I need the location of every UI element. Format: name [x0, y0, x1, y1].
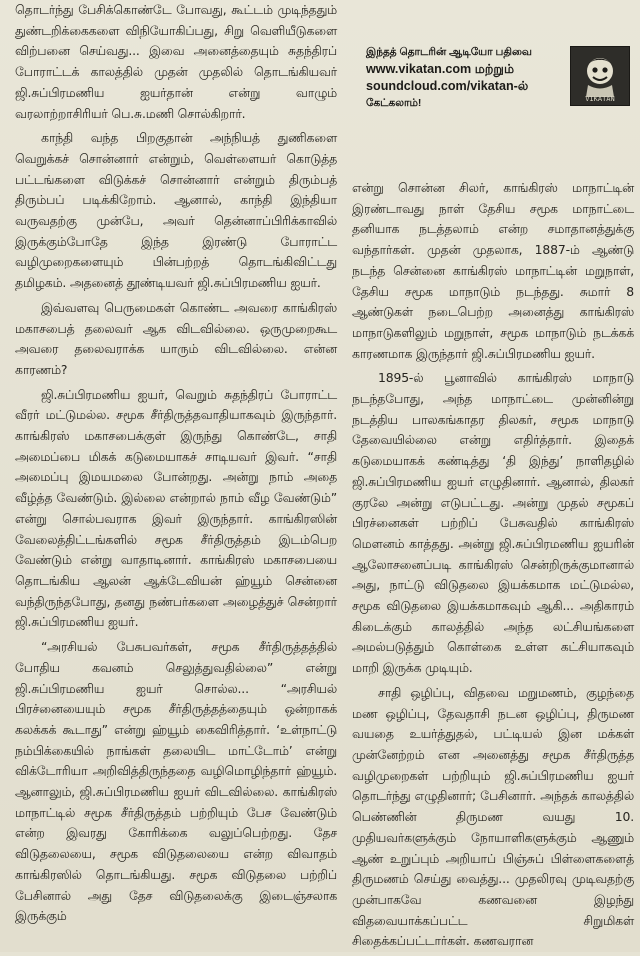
promo-line: இந்தத் தொடரின் ஆடியோ பதிவை — [366, 46, 532, 58]
paragraph: 1895-ல் பூனாவில் காங்கிரஸ் மாநாடு நடந்தபோது, அந்த மாநாட்டை முன்னின்று நடத்திய பாலகங்காதர திலகர், சமூக மாநாடு தேவையில்லை என்று எதிர்த்தார். இதைக் கடுமையாகக் கண்டித்து ‘தி இந்து’ நாளிதழில் ஜி.சுப்பிரமணிய ஐயர் எழுதினார். ஆனால், திலகர் குரலே அன்று எடுபட்டது. அன்று முதல் சமூகப் பிரச்னைகள் பற்றிப் பேசுவதில் காங்கிரஸ் மௌனம் காத்தது. அன்று ஜி.சுப்பிரமணிய ஐயரின் ஆலோசனைப்படி காங்கிரஸ் சென்றிருக்குமானால் அது, நாட்டு விடுதலை இயக்கமாக மட்டுமல்ல, சமூக விடுதலை இயக்கமாகவும் ஆகி... அதிகாரம் கிடைக்கும் காலத்தில் அந்த லட்சியங்களை அமல்படுத்தும் கொள்கை உள்ள கட்சியாகவும் மாறி இருக்க முடியும். — [352, 370, 634, 676]
promo-line: கேட்கலாம்! — [366, 97, 422, 109]
vikatan-mascot-logo — [570, 46, 630, 106]
paragraph: என்று சொன்ன சிலர், காங்கிரஸ் மாநாட்டின் இரண்டாவது நாள் தேசிய சமூக மாநாட்டை தனியாக நடத்தலாம் என்ற சமாதானத்துக்கு வந்தார்கள். முதன் முதலாக, 1887-ம் ஆண்டு நடந்த சென்னை காங்கிரஸ் மாநாட்டின் மறுநாள், தேசிய சமூக மாநாடும் நடந்தது. சுமார் 8 ஆண்டுகள் நடைபெற்ற அனைத்து காங்கிரஸ் மாநாடுகளிலும் மறுநாள், சமூக மாநாடும் நடக்கக் காரணமாக இருந்தார் ஜி.சுப்பிரமணிய ஐயர். — [352, 180, 634, 361]
audio-promo-box — [352, 44, 634, 136]
paragraph: தொடர்ந்து பேசிக்கொண்டே போவது, கூட்டம் முடிந்ததும் துண்டறிக்கைகளை விநியோகிப்பது, சிறு வெளியீடுகளை விற்பனை செய்வது... இவை அனைத்தையும் சுதந்திரப் போராட்டக் காலத்தில் முதன் முதலில் தொடங்கியவர் ஜி.சுப்பிரமணிய ஐயர்தான் என்று வாழும் வரலாற்றாசிரியர் பெ.சு.மணி சொல்கிறார். — [15, 2, 337, 121]
promo-website-link[interactable]: www.vikatan.com மற்றும் — [366, 62, 515, 76]
audio-promo-text — [366, 44, 566, 112]
article-right-column — [352, 178, 634, 956]
paragraph: காந்தி வந்த பிறகுதான் அந்நியத் துணிகளை வெறுக்கச் சொன்னார் என்றும், வெள்ளையர் கொடுத்த பட்டங்களை விடுக்கச் சொன்னார் என்றும் திரும்பத் திரும்பப் படிக்கிறோம். ஆனால், காந்தி இந்தியா வருவதற்கு முன்பே, அவர் தென்னாப்பிரிக்காவில் இருக்கும்போதே இந்த இரண்டு போராட்ட வழிமுறைகளையும் பின்பற்றத் தொடங்கிவிட்டது தமிழகம். அதனைத் தூண்டியவர் ஜி.சுப்பிரமணிய ஐயர். — [15, 130, 337, 291]
paragraph: ஜி.சுப்பிரமணிய ஐயர், வெறும் சுதந்திரப் போராட்ட வீரர் மட்டுமல்ல. சமூக சீர்திருத்தவாதியாகவும் இருந்தார். காங்கிரஸ் மகாசபைக்குள் இருந்து கொண்டே, சாதி அமைப்பை மிகக் கடுமையாகச் சாடியவர் இவர். “சாதி அமைப்பு இமயமலை போன்றது. அன்று நாம் அதை வீழ்த்த வேண்டும். இல்லை என்றால் நாம் வீழ வேண்டும்” என்று சொல்பவராக இவர் இருந்தார். காங்கிரஸின் வேலைத்திட்டங்களில் சமூக சீர்திருத்தம் இடம்பெற வேண்டும் என்று வாதாடினார். காங்கிரஸ் மகாசபையை தொடங்கிய ஆலன் ஆக்டேவியன் ஹ்யூம் சென்னை வந்திருந்தபோது, தனது நண்பர்களை அழைத்துச் சென்றார் ஜி.சுப்பிரமணிய ஐயர். — [15, 386, 337, 630]
paragraph: சாதி ஒழிப்பு, விதவை மறுமணம், குழந்தை மண ஒழிப்பு, தேவதாசி நடன ஒழிப்பு, திருமண வயதை உயர்த்துதல், பட்டியல் இன மக்கள் முன்னேற்றம் என அனைத்து சமூக சீர்திருத்த வழிமுறைகள் பற்றியும் ஜி.சுப்பிரமணிய ஐயர் தொடர்ந்து எழுதினார்; பேசினார். அந்தக் காலத்தில் பெண்ணின் திருமண வயது 10. முதியவர்களுக்கும் நோயாளிகளுக்கும் ஆணும் ஆண் உறுப்பும் அறியாப் பிஞ்சுப் பிள்ளைகளைத் திருமணம் செய்து வைத்து... முதலிரவு முடிவதற்கு முன்பாகவே கணவனை இழந்து விதவையாக்கப்பட்ட சிறுமிகள் சிதைக்கப்பட்டார்கள். கணவரான — [352, 684, 634, 949]
promo-soundcloud-link[interactable]: soundcloud.com/vikatan-ல் — [366, 79, 529, 93]
paragraph: இவ்வளவு பெருமைகள் கொண்ட அவரை காங்கிரஸ் மகாசபைத் தலைவர் ஆக விடவில்லை. ஒருமுறைகூட அவரை தலைவராக்க யாரும் விடவில்லை. என்ன காரணம்? — [15, 299, 337, 377]
logo-lettering: VIKATAN — [585, 95, 615, 103]
article-left-column — [15, 0, 337, 931]
paragraph: “அரசியல் பேசுபவர்கள், சமூக சீர்திருத்தத்தில் போதிய கவனம் செலுத்துவதில்லை” என்று ஜி.சுப்பிரமணிய ஐயர் சொல்ல... “அரசியல் பிரச்னையையும் சமூக சீர்திருத்தத்தையும் ஒன்றாகக் கலக்கக் கூடாது” என்று ஹ்யூம் கைவிரித்தார். ‘உள்நாட்டு நம்பிக்கையில் நாங்கள் தலையிட மாட்டோம்’ என்று விக்டோரியா அறிவித்திருந்ததை வழிமொழிந்தார் ஹ்யூம். ஆனாலும், ஜி.சுப்பிரமணிய ஐயர் விடவில்லை. காங்கிரஸ் மாநாட்டில் சமூக சீர்திருத்தம் பற்றியும் பேச வேண்டும் என்ற இவரது கோரிக்கை வலுப்பெற்றது. தேச விடுதலையை, சமூக விடுதலையை என்ற விவாதம் காங்கிரஸில் தொடங்கியது. சமூக விடுதலை பற்றிப் பேசினால் அது தேச விடுதலைக்கு இடைஞ்சலாக இருக்கும் — [15, 639, 337, 924]
